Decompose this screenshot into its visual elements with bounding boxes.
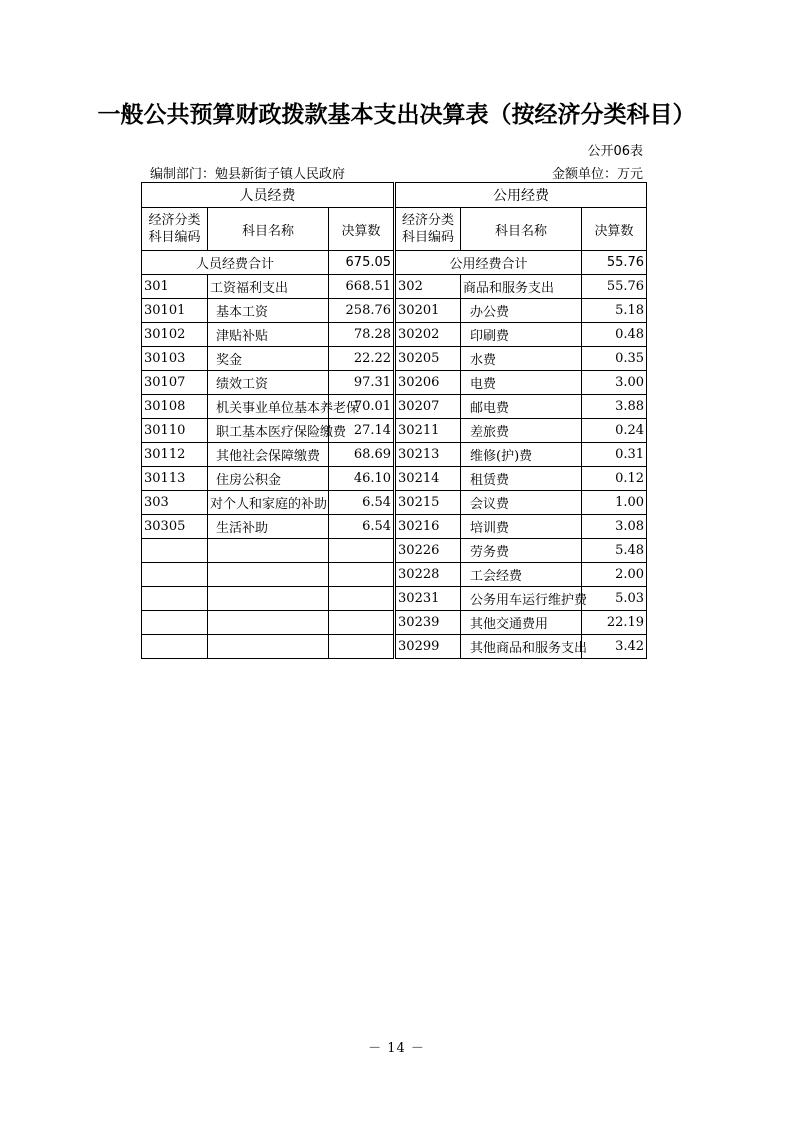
personnel-item-name xyxy=(208,635,329,659)
public-item-name: 商品和服务支出 xyxy=(461,275,582,299)
public-amount: 22.19 xyxy=(582,611,647,635)
personnel-code: 30305 xyxy=(142,515,208,539)
personnel-code: 30103 xyxy=(142,347,208,371)
public-amount: 0.48 xyxy=(582,323,647,347)
public-code: 30299 xyxy=(395,635,461,659)
page-number: － 14 － xyxy=(368,1041,425,1056)
public-code: 30207 xyxy=(395,395,461,419)
personnel-code: 30110 xyxy=(142,419,208,443)
code-column-header xyxy=(142,208,208,251)
personnel-amount xyxy=(329,563,395,587)
personnel-amount: 668.51 xyxy=(329,275,395,299)
personnel-item-name: 奖金 xyxy=(208,347,329,371)
public-item-name: 工会经费 xyxy=(461,563,582,587)
personnel-amount xyxy=(329,611,395,635)
personnel-amount: 78.28 xyxy=(329,323,395,347)
personnel-item-name: 机关事业单位基本养老保 xyxy=(208,395,329,419)
personnel-amount xyxy=(329,539,395,563)
personnel-item-name xyxy=(208,539,329,563)
table-row xyxy=(142,611,647,635)
personnel-amount: 6.54 xyxy=(329,515,395,539)
code-header-line1: 经济分类 xyxy=(148,213,201,228)
public-amount: 3.42 xyxy=(582,635,647,659)
personnel-total-label: 人员经费合计 xyxy=(142,251,329,275)
personnel-amount: 27.14 xyxy=(329,419,395,443)
personnel-amount: 97.31 xyxy=(329,371,395,395)
personnel-code xyxy=(142,563,208,587)
public-code: 30211 xyxy=(395,419,461,443)
personnel-header: 人员经费 xyxy=(142,183,395,208)
table-row xyxy=(142,443,647,467)
personnel-code: 30102 xyxy=(142,323,208,347)
personnel-code: 30107 xyxy=(142,371,208,395)
name-column-header: 科目名称 xyxy=(208,208,329,251)
public-amount: 5.18 xyxy=(582,299,647,323)
personnel-item-name: 其他社会保障缴费 xyxy=(208,443,329,467)
public-amount: 0.35 xyxy=(582,347,647,371)
public-item-name: 印刷费 xyxy=(461,323,582,347)
personnel-amount xyxy=(329,587,395,611)
personnel-code: 301 xyxy=(142,275,208,299)
personnel-item-name: 绩效工资 xyxy=(208,371,329,395)
public-item-name: 租赁费 xyxy=(461,467,582,491)
amount-column-header: 决算数 xyxy=(329,208,395,251)
public-amount: 5.03 xyxy=(582,587,647,611)
personnel-amount: 6.54 xyxy=(329,491,395,515)
personnel-code xyxy=(142,611,208,635)
public-code: 30214 xyxy=(395,467,461,491)
public-amount: 3.88 xyxy=(582,395,647,419)
personnel-item-name: 基本工资 xyxy=(208,299,329,323)
total-row xyxy=(142,251,647,275)
table-row xyxy=(142,347,647,371)
public-code: 30228 xyxy=(395,563,461,587)
public-amount: 55.76 xyxy=(582,275,647,299)
public-item-name: 劳务费 xyxy=(461,539,582,563)
public-amount: 0.12 xyxy=(582,467,647,491)
personnel-code xyxy=(142,587,208,611)
code-column-header xyxy=(395,208,461,251)
public-item-name: 维修(护)费 xyxy=(461,443,582,467)
personnel-code xyxy=(142,539,208,563)
public-total-value: 55.76 xyxy=(582,251,647,275)
table-row xyxy=(142,371,647,395)
public-code: 30226 xyxy=(395,539,461,563)
table-row xyxy=(142,539,647,563)
public-code: 302 xyxy=(395,275,461,299)
personnel-code: 30108 xyxy=(142,395,208,419)
table-row xyxy=(142,563,647,587)
public-code: 30239 xyxy=(395,611,461,635)
personnel-code: 303 xyxy=(142,491,208,515)
personnel-total-value: 675.05 xyxy=(329,251,395,275)
personnel-code xyxy=(142,635,208,659)
personnel-amount: 70.01 xyxy=(329,395,395,419)
public-code: 30205 xyxy=(395,347,461,371)
public-item-name: 会议费 xyxy=(461,491,582,515)
header-column-row xyxy=(142,208,647,251)
public-item-name: 差旅费 xyxy=(461,419,582,443)
form-number: 公开06表 xyxy=(587,144,643,159)
table-row xyxy=(142,515,647,539)
public-code: 30215 xyxy=(395,491,461,515)
amount-unit: 金额单位：万元 xyxy=(551,167,643,182)
personnel-code: 30113 xyxy=(142,467,208,491)
public-item-name: 公务用车运行维护费 xyxy=(461,587,582,611)
public-item-name: 水费 xyxy=(461,347,582,371)
personnel-amount: 258.76 xyxy=(329,299,395,323)
personnel-item-name xyxy=(208,563,329,587)
personnel-amount xyxy=(329,635,395,659)
header-group-row xyxy=(142,183,647,208)
amount-column-header: 决算数 xyxy=(582,208,647,251)
personnel-amount: 46.10 xyxy=(329,467,395,491)
table-row xyxy=(142,419,647,443)
public-code: 30206 xyxy=(395,371,461,395)
personnel-item-name: 职工基本医疗保险缴费 xyxy=(208,419,329,443)
public-code: 30216 xyxy=(395,515,461,539)
personnel-code: 30112 xyxy=(142,443,208,467)
personnel-item-name: 生活补助 xyxy=(208,515,329,539)
personnel-item-name: 对个人和家庭的补助 xyxy=(208,491,329,515)
table-row xyxy=(142,299,647,323)
personnel-item-name: 工资福利支出 xyxy=(208,275,329,299)
public-amount: 2.00 xyxy=(582,563,647,587)
public-header: 公用经费 xyxy=(395,183,647,208)
public-item-name: 电费 xyxy=(461,371,582,395)
public-amount: 5.48 xyxy=(582,539,647,563)
table-row xyxy=(142,467,647,491)
expenditure-table xyxy=(141,182,647,659)
personnel-item-name xyxy=(208,587,329,611)
public-amount: 3.08 xyxy=(582,515,647,539)
table-row xyxy=(142,491,647,515)
public-item-name: 其他交通费用 xyxy=(461,611,582,635)
public-item-name: 其他商品和服务支出 xyxy=(461,635,582,659)
table-row xyxy=(142,587,647,611)
public-code: 30213 xyxy=(395,443,461,467)
code-header-line2: 科目编码 xyxy=(148,230,201,245)
personnel-code: 30101 xyxy=(142,299,208,323)
public-total-label: 公用经费合计 xyxy=(395,251,582,275)
personnel-item-name xyxy=(208,611,329,635)
public-item-name: 办公费 xyxy=(461,299,582,323)
public-amount: 0.31 xyxy=(582,443,647,467)
table-row xyxy=(142,635,647,659)
table-row xyxy=(142,395,647,419)
page-title: 一般公共预算财政拨款基本支出决算表（按经济分类科目） xyxy=(97,102,696,128)
public-amount: 3.00 xyxy=(582,371,647,395)
personnel-amount: 22.22 xyxy=(329,347,395,371)
personnel-item-name: 住房公积金 xyxy=(208,467,329,491)
personnel-item-name: 津贴补贴 xyxy=(208,323,329,347)
public-code: 30231 xyxy=(395,587,461,611)
public-code: 30201 xyxy=(395,299,461,323)
table-row xyxy=(142,323,647,347)
name-column-header: 科目名称 xyxy=(461,208,582,251)
public-item-name: 邮电费 xyxy=(461,395,582,419)
public-amount: 1.00 xyxy=(582,491,647,515)
public-item-name: 培训费 xyxy=(461,515,582,539)
public-code: 30202 xyxy=(395,323,461,347)
compiling-department: 编制部门：勉县新街子镇人民政府 xyxy=(150,167,346,182)
public-amount: 0.24 xyxy=(582,419,647,443)
table-row xyxy=(142,275,647,299)
code-header-line2: 科目编码 xyxy=(402,230,455,245)
personnel-amount: 68.69 xyxy=(329,443,395,467)
code-header-line1: 经济分类 xyxy=(402,213,455,228)
